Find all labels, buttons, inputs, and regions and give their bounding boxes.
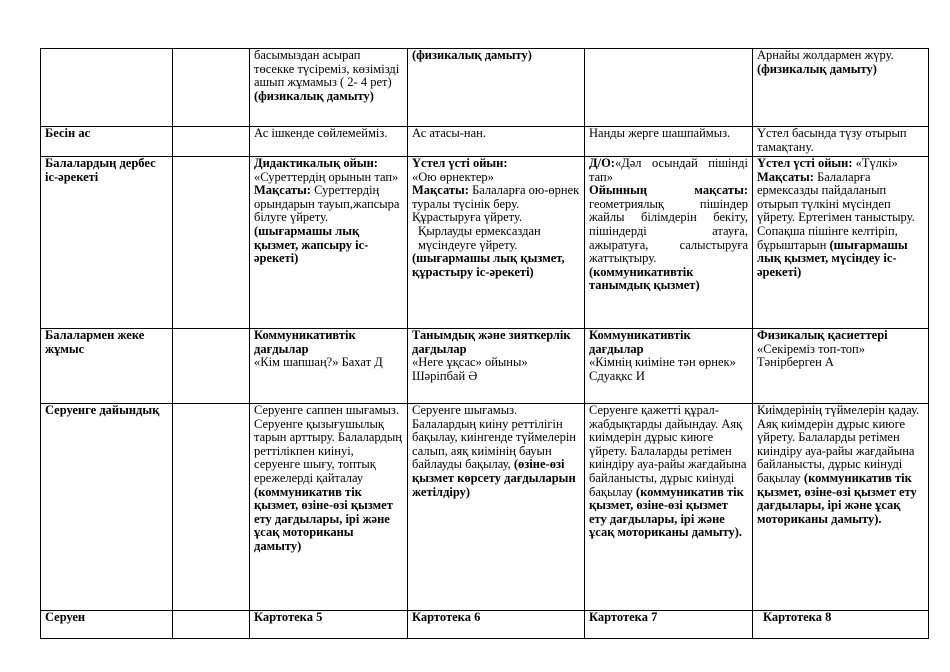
- cell-text: «Неге ұқсас» ойыны» Шәріпбай Ә: [412, 355, 528, 383]
- game-title: Үстел үсті ойын:: [412, 156, 508, 170]
- cell-col5: Картотека 7: [585, 611, 753, 639]
- cell-blank: [173, 611, 250, 639]
- cell-blank: [173, 49, 250, 127]
- cell-bold: (физикалық дамыту): [757, 61, 877, 76]
- cell-col5: [585, 404, 753, 611]
- cell-col6: [753, 404, 929, 611]
- game-title: Үстел үсті ойын:: [757, 156, 853, 170]
- cell-blank: [173, 157, 250, 329]
- cell-col3: Картотека 5: [250, 611, 408, 639]
- goal-text: Суреттердің орындарын тауып,жапсыра білуге үйрету.: [254, 183, 400, 225]
- row-label: Серуенге дайындық: [41, 404, 173, 611]
- cell-text: Киімдерінің түймелерін қадау. Аяқ киімдерін дұрыс киюге үйрету. Балаларды ретімен киіндіру ауа-райы жағдайына байланысты, дұрыс киінуді бақылау: [757, 403, 920, 485]
- cell-col6: Үстел басында түзу отырып тамақтану.: [753, 127, 929, 157]
- cell-bold: (коммуникатив тік қызмет, өзіне-өзі қызмет ету дағдылары, ірі және ұсақ моториканы дамыту).: [589, 484, 744, 540]
- schedule-table: [40, 48, 929, 639]
- cell-label: [41, 49, 173, 127]
- cell-col6: [753, 49, 929, 127]
- row-label: Балалардың дербес іс-әрекеті: [41, 157, 173, 329]
- goal-text: Балаларға ою-өрнек туралы түсінік беру. Құрастыруға үйрету.: [412, 183, 580, 225]
- cell-col6: Картотека 8: [753, 611, 929, 639]
- cell-text: басымыздан асырап төсекке түсіреміз, көзімізді ашып жұмамыз ( 2- 4 рет): [254, 48, 400, 90]
- cell-text: Серуенге шығамыз. Балалардың киіну реттілігін бақылау, киінгенде түймелерін салып, аяқ киімінің бауын байлауды бақылау,: [412, 403, 576, 472]
- cell-text: «Секіреміз топ-топ» Тәнірберген А: [757, 341, 865, 370]
- cell-col4: Картотека 6: [408, 611, 585, 639]
- cell-bold: Коммуникативтік дағдылар: [254, 328, 356, 356]
- game-title: Д/О:: [589, 156, 615, 170]
- cell-bold: (шығармашы лық қызмет, жапсыру іс-әрекеті): [254, 223, 369, 266]
- extra-text: Қырлауды ермексаздан мүсіндеуге үйрету.: [418, 223, 541, 252]
- cell-col5: Нанды жерге шашпаймыз.: [585, 127, 753, 157]
- cell-col3: Ас ішкенде сөйлемейміз.: [250, 127, 408, 157]
- cell-col6: [753, 329, 929, 404]
- cell-bold: (физикалық дамыту): [254, 88, 374, 103]
- goal-text: геометриялық пішіндер жайлы білімдерін бекіту, пішіндерді атауға, ажыратуға, салыстыруға жаттықтыру.: [589, 196, 748, 266]
- cell-col3: [250, 157, 408, 329]
- cell-col4: [408, 157, 585, 329]
- goal-label: Мақсаты:: [757, 169, 814, 184]
- cell-col3: [250, 329, 408, 404]
- cell-col5: [585, 329, 753, 404]
- game-name: «Дәл осындай пішінді тап»: [589, 156, 748, 184]
- cell-col5: [585, 49, 753, 127]
- cell-col3: [250, 49, 408, 127]
- cell-bold: (шығармашы лық қызмет, құрастыру іс-әрекеті): [412, 251, 565, 279]
- cell-blank: [173, 404, 250, 611]
- table-row: [41, 157, 929, 329]
- cell-bold: (коммуникатив тік қызмет, өзіне-өзі қызмет ету дағдылары, ірі және ұсақ моториканы дамыту): [254, 484, 393, 553]
- cell-text: «Кім шапшаң?» Бахат Д: [254, 355, 383, 370]
- cell-col6: [753, 157, 929, 329]
- cell-col3: [250, 404, 408, 611]
- cell-text: Серуенге қажетті құрал-жабдықтарды дайындау. Аяқ киімдерін дұрыс киюге үйрету. Балаларды ретімен киіндіру ауа-райы жағдайына байланысты, дұрыс киінуді бақылау: [589, 403, 747, 499]
- table-row: [41, 127, 929, 157]
- cell-bold: Коммуникативтік дағдылар: [589, 328, 691, 356]
- goal-label: Мақсаты:: [412, 183, 469, 198]
- game-name: «Суреттердің орынын тап»: [254, 169, 399, 184]
- cell-bold: Танымдық және зияткерлік дағдылар: [412, 328, 571, 356]
- table-row: [41, 329, 929, 404]
- row-label: Бесін ас: [41, 127, 173, 157]
- cell-text: «Кімнің киіміне тән өрнек» Сдуақкс И: [589, 355, 736, 383]
- cell-blank: [173, 127, 250, 157]
- table-row: [41, 404, 929, 611]
- cell-text: Серуенге саппен шығамыз. Серуенге қызығушылық тарын арттыру. Балалардың реттілікпен киінуі, серуенге шығу, топтық ережелерді қайталау: [254, 403, 402, 485]
- cell-bold: Физикалық қасиеттері: [757, 328, 888, 342]
- cell-blank: [173, 329, 250, 404]
- cell-bold: (шығармашы лық қызмет, мүсіндеу іс-әрекеті): [757, 237, 908, 279]
- table-row: [41, 611, 929, 639]
- game-title: Дидактикалық ойын:: [254, 156, 378, 170]
- goal-text: Балаларға ермексазды пайдаланып отырып түлкіні мүсіндеп үйрету. Ертегімен таныстыру. Сопақша пішінге келтіріп, бұрыштарын: [757, 169, 915, 252]
- cell-bold: (коммуникативтік танымдық қызмет): [589, 264, 700, 293]
- cell-col4: Ас атасы-нан.: [408, 127, 585, 157]
- cell-bold: (коммуникатив тік қызмет, өзіне-өзі қызмет ету дағдылары, ірі және ұсақ моториканы дамыту).: [757, 470, 917, 526]
- game-name: «Түлкі»: [852, 156, 898, 170]
- row-label: Серуен: [41, 611, 173, 639]
- cell-col4: [408, 404, 585, 611]
- cell-bold: (физикалық дамыту): [412, 48, 532, 62]
- cell-col4: [408, 329, 585, 404]
- cell-col5: [585, 157, 753, 329]
- cell-col4: [408, 49, 585, 127]
- row-label: Балалармен жеке жұмыс: [41, 329, 173, 404]
- cell-bold: (өзіне-өзі қызмет көрсету дағдыларын жетілдіру): [412, 457, 576, 499]
- goal-label: Мақсаты:: [254, 183, 311, 198]
- game-name: «Ою өрнектер»: [412, 169, 494, 184]
- table-row: [41, 49, 929, 127]
- goal-label: Ойынның мақсаты:: [589, 183, 748, 198]
- cell-text: Арнайы жолдармен жүру.: [757, 48, 894, 62]
